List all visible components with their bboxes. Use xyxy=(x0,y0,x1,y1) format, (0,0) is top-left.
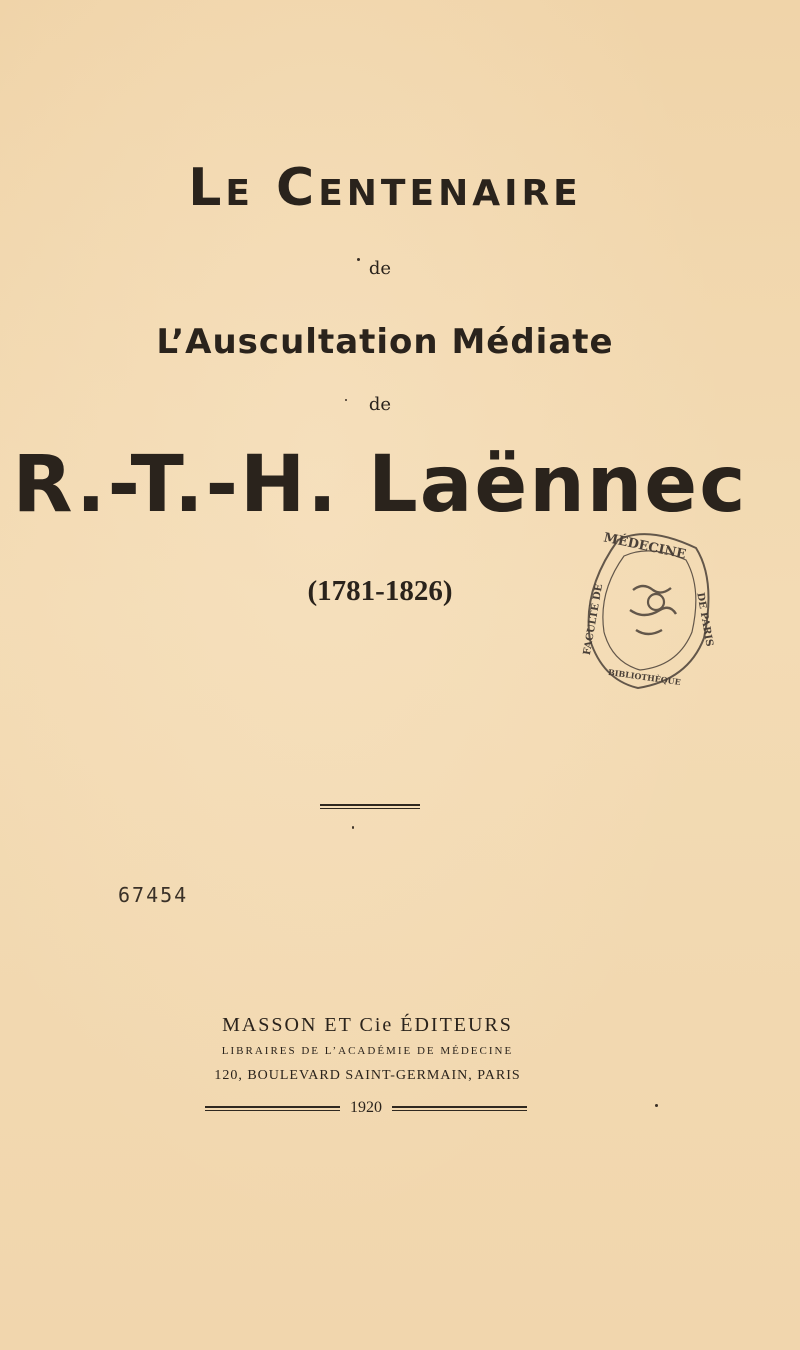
publication-year: 1920 xyxy=(350,1099,382,1116)
library-stamp xyxy=(578,520,718,695)
year-row xyxy=(205,1097,527,1119)
title-line-2: L’Auscultation Médiate xyxy=(156,322,614,362)
title-connector-1: de xyxy=(368,258,392,279)
paper-speck xyxy=(655,1104,658,1107)
title-line-3: R.-T.-H. Laënnec xyxy=(12,440,748,530)
paper-speck xyxy=(352,826,354,829)
life-dates: (1781-1826) xyxy=(307,575,453,607)
paper-speck xyxy=(345,399,347,401)
stamp-left-text: FACULTÉ DE xyxy=(581,583,606,656)
year-rule-left xyxy=(205,1106,340,1111)
inventory-number: 67454 xyxy=(118,883,189,907)
publisher-address: 120, BOULEVARD SAINT-GERMAIN, PARIS xyxy=(214,1068,521,1083)
title-line-1: Le Centenaire xyxy=(188,158,582,218)
publisher-name: MASSON ET Cie ÉDITEURS xyxy=(222,1014,513,1036)
decorative-rule xyxy=(320,804,420,809)
stamp-top-text: MÉDECINE xyxy=(602,530,688,563)
year-rule-right xyxy=(392,1106,527,1111)
title-connector-2: de xyxy=(368,394,392,415)
publisher-description: LIBRAIRES DE L’ACADÉMIE DE MÉDECINE xyxy=(221,1045,514,1057)
stamp-bottom-text: BIBLIOTHÈQUE xyxy=(607,666,682,688)
stamp-right-text: DE PARIS xyxy=(694,591,715,648)
paper-speck xyxy=(357,258,360,261)
